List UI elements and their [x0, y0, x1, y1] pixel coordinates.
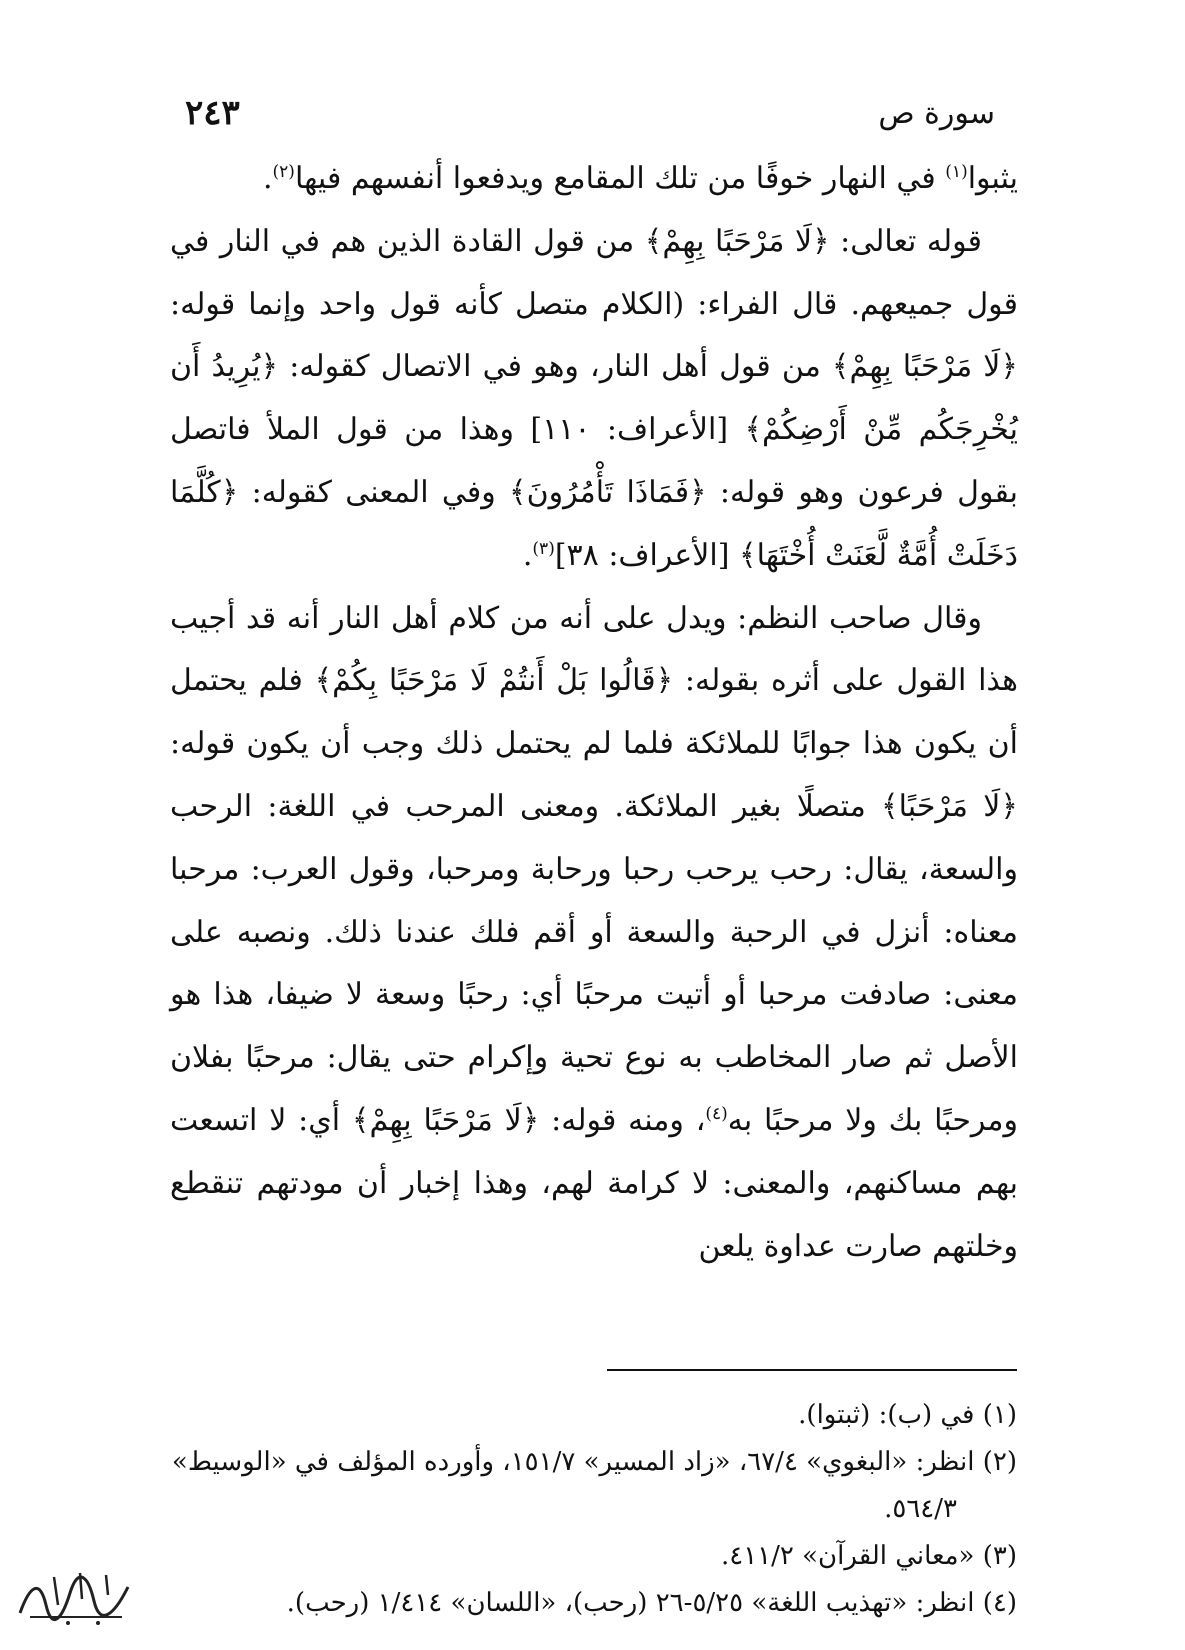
- text-run: .: [262, 161, 273, 196]
- paragraph-2: [170, 211, 1018, 588]
- footnote-ref-3: (٣): [532, 538, 555, 559]
- paragraph-1: [170, 148, 1018, 211]
- footnote-2: (٢) انظر: «البغوي» ٦٧/٤، «زاد المسير» ١٥١/٧، وأورده المؤلف في «الوسيط»: [171, 1447, 1017, 1477]
- main-text: [170, 148, 1018, 1278]
- text-run: ، ومنه قوله: ﴿لَا مَرْحَبًا بِهِمْ﴾ أي: لا اتسعت بهم مساكنهم، والمعنى: لا كرامة لهم، وهذا إخبار أن مودتهم تنقطع وخلتهم صارت عداوة يلعن: [170, 1102, 1018, 1264]
- page-header: [185, 88, 995, 138]
- page-number: ٢٤٣: [185, 93, 240, 133]
- footnote-ref-1: (١): [945, 162, 968, 182]
- footnote-ref-2: (٢): [272, 162, 295, 182]
- text-run: .: [522, 537, 533, 573]
- calligraphy-seal-icon: [10, 1565, 138, 1629]
- footnote-3: (٣) «معاني القرآن» ٤١١/٢.: [720, 1541, 1017, 1571]
- paragraph-3: [170, 588, 1018, 1279]
- footnote-divider: [607, 1369, 1017, 1371]
- footnotes: [160, 1392, 1017, 1627]
- footnote-4: (٤) انظر: «تهذيب اللغة» ٥/٢٥-٢٦ (رحب)، «اللسان» ١/٤١٤ (رحب).: [286, 1588, 1017, 1618]
- text-run: في النهار خوفًا من تلك المقامع ويدفعوا أنفسهم فيها: [294, 161, 946, 196]
- text-run: يثبوا: [967, 161, 1018, 196]
- footnote-1: (١) في (ب): (ثبتوا).: [798, 1400, 1017, 1430]
- surah-title: سورة ص: [878, 95, 995, 131]
- text-run: وقال صاحب النظم: ويدل على أنه من كلام أهل النار أنه قد أجيب هذا القول على أثره بقوله: ﴿قَالُوا بَلْ أَنتُمْ لَا مَرْحَبًا بِكُمْ﴾ فلم يحتمل أن يكون هذا جوابًا للملائكة فلما لم يحتمل ذلك وجب أن يكون قوله: ﴿لَا مَرْحَبًا﴾ متصلًا بغير الملائكة. ومعنى المرحب في اللغة: الرحب والسعة، يقال: رحب يرحب رحبا ورحابة ومرحبا، وقول العرب: مرحبا معناه: أنزل في الرحبة والسعة أو أقم فلك عندنا ذلك. ونصبه على معنى: صادفت مرحبا أو أتيت مرحبًا أي: رحبًا وسعة لا ضيفا، هذا هو الأصل ثم صار المخاطب به نوع تحية وإكرام حتى يقال: مرحبًا بفلان ومرحبًا بك ولا مرحبًا به: [170, 600, 1018, 1138]
- footnote-ref-4: (٤): [705, 1103, 728, 1124]
- footnote-2-continued: ٥٦٤/٣.: [884, 1494, 957, 1524]
- text-run: قوله تعالى: ﴿لَا مَرْحَبًا بِهِمْ﴾ من قول القادة الذين هم في النار في قول جميعهم. قال الفراء: (الكلام متصل كأنه قول واحد وإنما قوله: ﴿لَا مَرْحَبًا بِهِمْ﴾ من قول أهل النار، وهو في الاتصال كقوله: ﴿يُرِيدُ أَن يُخْرِجَكُم مِّنْ أَرْضِكُمْ﴾ [الأعراف: ١١٠] وهذا من قول الملأ فاتصل بقول فرعون وهو قوله: ﴿فَمَاذَا تَأْمُرُونَ﴾ وفي المعنى كقوله: ﴿كُلَّمَا دَخَلَتْ أُمَّةٌ لَّعَنَتْ أُخْتَهَا﴾ [الأعراف: ٣٨]: [170, 223, 1018, 573]
